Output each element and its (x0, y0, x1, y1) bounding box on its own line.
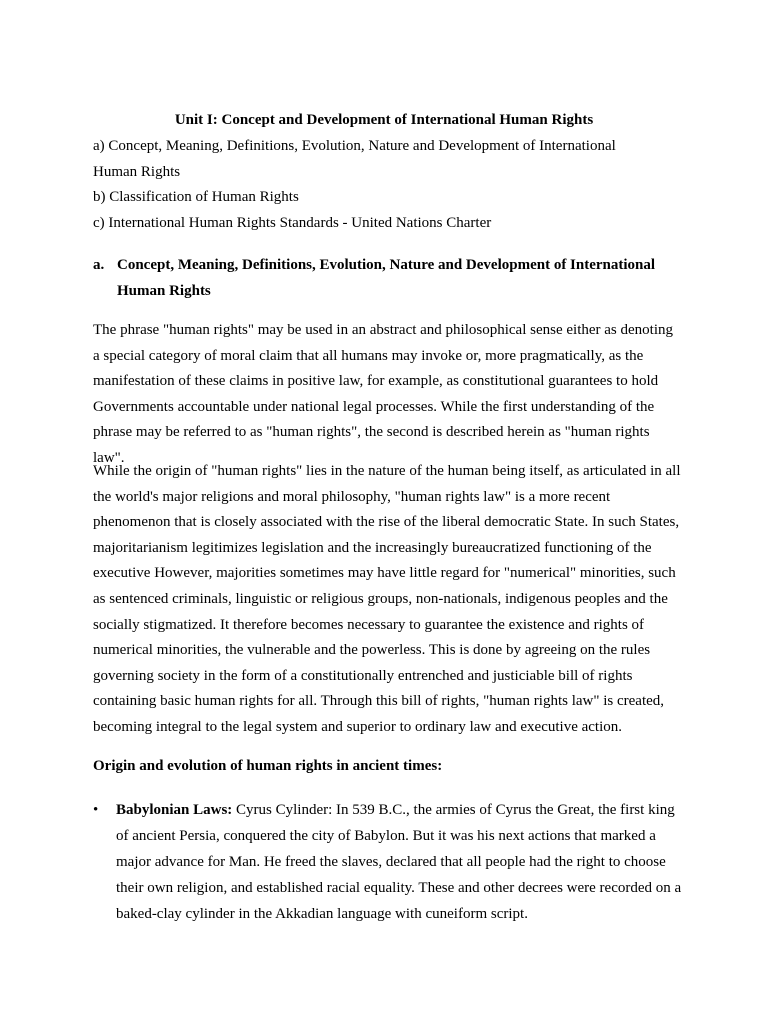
section-heading (93, 252, 683, 304)
contents-item-b: b) Classification of Human Rights (93, 189, 299, 205)
contents-item-c: c) International Human Rights Standards - United Nations Charter (93, 214, 492, 231)
bullet-text: Cyrus Cylinder: In 539 B.C., the armies of Cyrus the Great, the first king of ancient Persia, conquered the city of Babylon. But it was his next actions that marked a major advance for Man. He freed the slaves, declared that all people had the right to choose their own religion, and established racial equality. These and other decrees were recorded on a baked-clay cylinder in the Akkadian language with cuneiform script. (116, 802, 682, 922)
unit-contents-list (93, 134, 653, 236)
paragraph-human-rights-law-origin: While the origin of "human rights" lies in the nature of the human being itself, as articulated in all the world's major religions and moral philosophy, "human rights law" is a more recent phenomenon that is closely associated with the rise of the liberal democratic State. In such States, majoritarianism legitimizes legislation and the increasingly bureaucratized functioning of the executive However, majorities sometimes may have little regard for "numerical" minorities, such as sentenced criminals, linguistic or religious groups, non-nationals, indigenous peoples and the socially stigmatized. It therefore becomes necessary to guarantee the existence and rights of numerical minorities, the vulnerable and the powerless. This is done by agreeing on the rules governing society in the form of a constitutionally entrenched and justiciable bill of rights containing basic human rights for all. Through this bill of rights, "human rights law" is created, becoming integral to the legal system and superior to ordinary law and executive action. (93, 463, 681, 735)
bullet-body (116, 797, 683, 927)
section-letter: a. (93, 257, 105, 273)
bullet-item-babylonian-laws (93, 797, 683, 927)
page-title: Unit I: Concept and Development of International Human Rights (174, 112, 594, 128)
bullet-icon: • (93, 802, 99, 818)
bullet-lead: Babylonian Laws: (116, 802, 233, 818)
contents-item-a: a) Concept, Meaning, Definitions, Evolution, Nature and Development of International Human Rights (93, 138, 616, 180)
subheading-ancient-origins: Origin and evolution of human rights in ancient times: (93, 758, 443, 774)
paragraph-human-rights-definition: The phrase "human rights" may be used in an abstract and philosophical sense either as denoting a special category of moral claim that all humans may invoke or, more pragmatically, as the manifestation of these claims in positive law, for example, as constitutional guarantees to hold Governments accountable under national legal processes. While the first understanding of the phrase may be referred to as "human rights", the second is described herein as "human rights law". (93, 322, 674, 466)
section-heading-text: Concept, Meaning, Definitions, Evolution, Nature and Development of International Human Rights (117, 257, 656, 299)
